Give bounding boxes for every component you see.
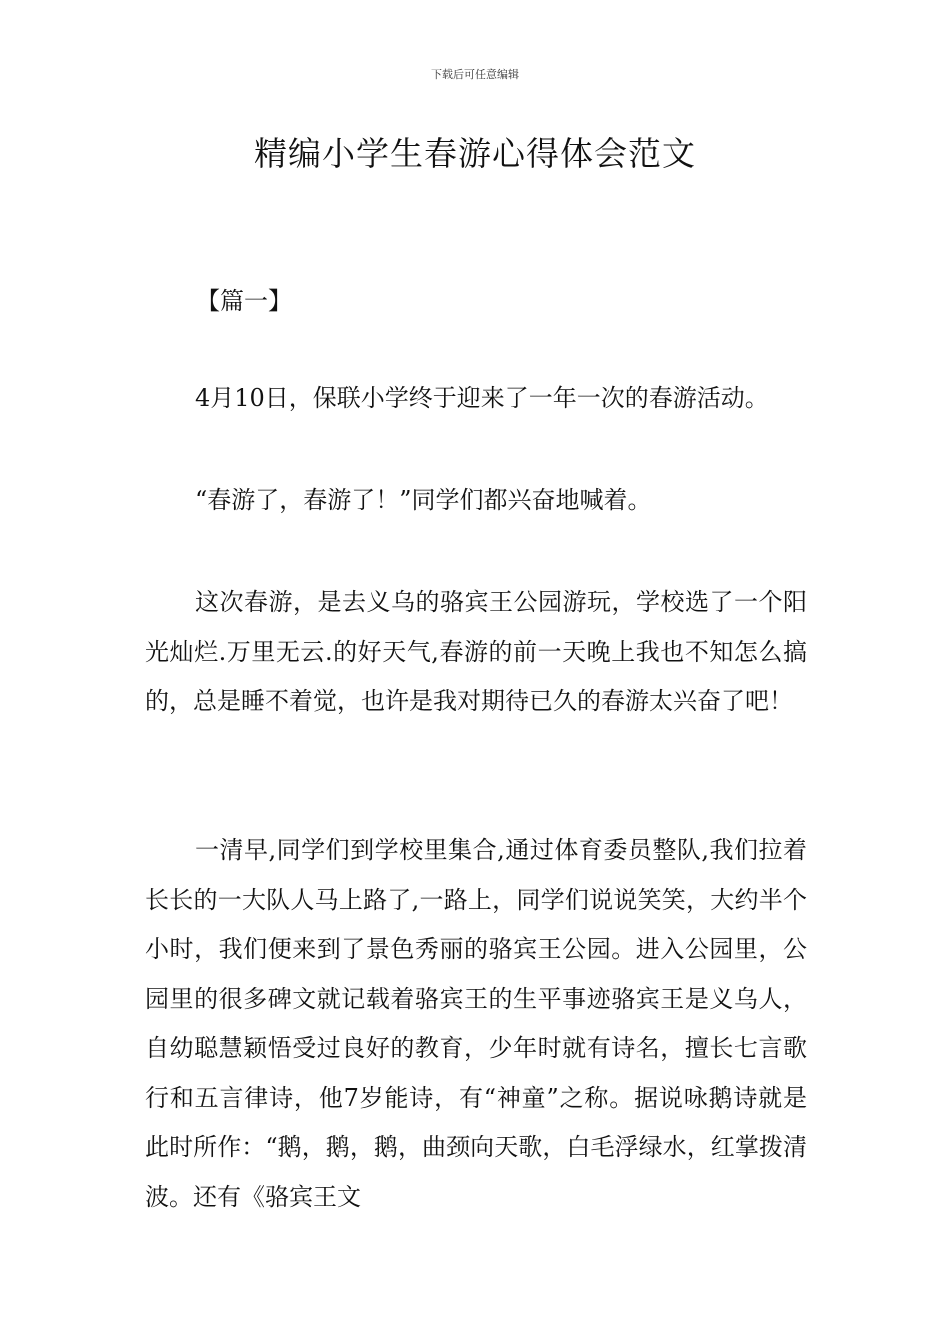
- paragraph-4: 一清早,同学们到学校里集合,通过体育委员整队,我们拉着长长的一大队人马上路了,一路上，同学们说说笑笑，大约半个小时，我们便来到了景色秀丽的骆宾王公园。进入公园里，公园里的很多碑文就记载着骆宾王的生平事迹骆宾王是义乌人，自幼聪慧颖悟受过良好的教育，少年时就有诗名，擅长七言歌行和五言律诗，他7岁能诗，有“神童”之称。据说咏鹅诗就是此时所作：“鹅，鹅，鹅，曲颈向天歌，白毛浮绿水，红掌拨清波。还有《骆宾王文: [145, 836, 807, 1211]
- header-note: 下载后可任意编辑: [431, 68, 519, 81]
- paragraph-3: 这次春游，是去义乌的骆宾王公园游玩，学校选了一个阳光灿烂.万里无云.的好天气,春游的前一天晚上我也不知怎么搞的，总是睡不着觉，也许是我对期待已久的春游太兴奋了吧！: [145, 588, 807, 715]
- paragraph-2: “春游了，春游了！”同学们都兴奋地喊着。: [195, 486, 652, 514]
- document-title: 精编小学生春游心得体会范文: [254, 134, 696, 173]
- section-label: 【篇一】: [196, 287, 292, 315]
- paragraph-1: 4月10日，保联小学终于迎来了一年一次的春游活动。: [195, 384, 769, 412]
